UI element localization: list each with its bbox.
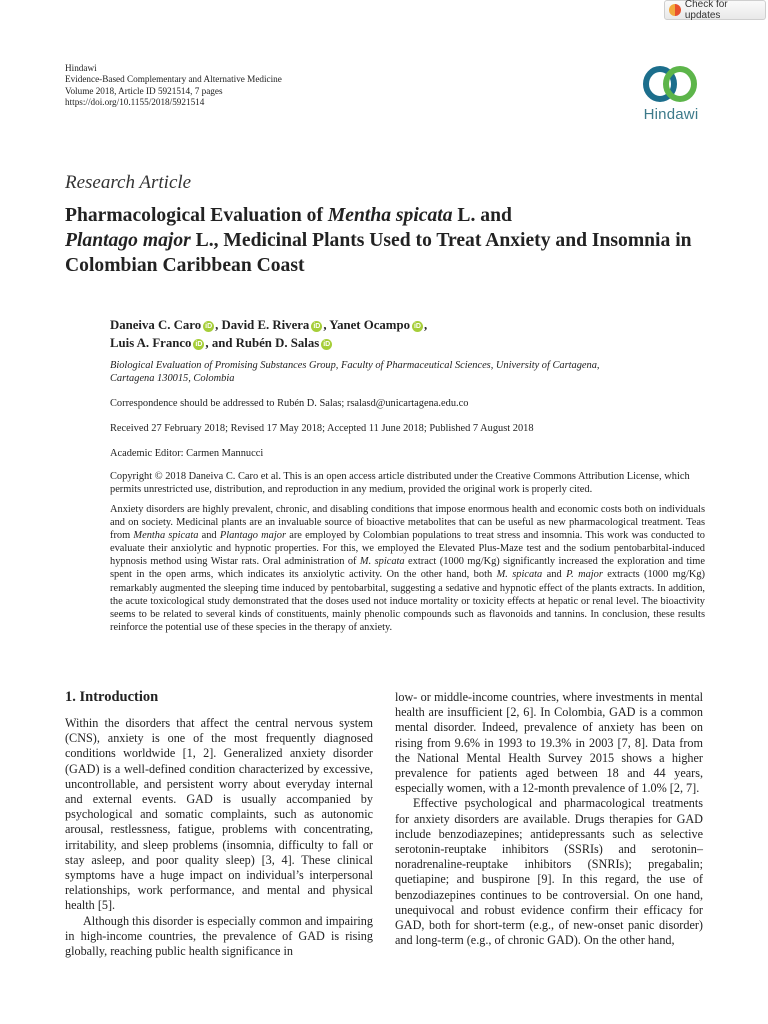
body-paragraph: Within the disorders that affect the central nervous system (CNS), anxiety is one of the most frequently diagnosed conditions worldwide [1, 2]. Generalized anxiety disorder (GAD) is a well-defined condition characterized by excessive, uncontrollable, and persistent worry about everyday internal and external events. GAD is usually accompanied by psychological and somatic complaints, such as autonomic arousal, restlessness, fatigue, problems with concentrating, irritability, and sleep problems (insomnia, difficulty to fall or stay asleep, and poor quality sleep) [3, 4]. These clinical symptoms have a huge impact on individual’s interpersonal relationships, work performance, and mental and physical health [5].	[65, 716, 373, 913]
left-column	[65, 716, 373, 959]
author-name[interactable]: David E. Rivera	[221, 318, 310, 332]
copyright-notice: Copyright © 2018 Daneiva C. Caro et al. This is an open access article distributed under the Creative Commons Attribution License, which permits unrestricted use, distribution, and reproduction in any medium, provided the original work is properly cited.	[110, 471, 690, 495]
check-for-updates-button[interactable]	[664, 0, 766, 20]
author-name[interactable]: Daneiva C. Caro	[110, 318, 202, 332]
article-title: Pharmacological Evaluation of Mentha spicata L. and Plantago major L., Medicinal Plants Used to Treat Anxiety and Insomnia in Colombian Caribbean Coast	[65, 205, 692, 276]
author-name[interactable]: Rubén D. Salas	[235, 336, 320, 350]
check-for-updates-label: Check for updates	[684, 0, 728, 21]
volume-info: Volume 2018, Article ID 5921514, 7 pages	[65, 85, 223, 96]
article-dates: Received 27 February 2018; Revised 17 May 2018; Accepted 11 June 2018; Published 7 August 2018	[110, 423, 534, 434]
body-paragraph: low- or middle-income countries, where investments in mental health are insufficient [2, 6]. In Colombia, GAD is a common mental disorder. Indeed, prevalence of anxiety has been on rising from 9.6% in 1993 to 19.3% in 2003 [7, 8]. Data from the National Mental Health Survey 2015 shows a higher prevalence for patients aged between 18 and 44 years, especially women, with a 12-month prevalence of 1.0% [2, 7].	[395, 690, 703, 796]
journal-name: Evidence-Based Complementary and Alternative Medicine	[65, 74, 282, 85]
orcid-icon[interactable]: iD	[413, 323, 421, 330]
correspondence: Correspondence should be addressed to Rubén D. Salas; rsalasd@unicartagena.edu.co	[110, 398, 469, 409]
hindawi-rings-icon	[640, 62, 702, 106]
hindawi-logo	[636, 62, 706, 123]
author-name[interactable]: Yanet Ocampo	[329, 318, 410, 332]
orcid-icon[interactable]: iD	[313, 323, 321, 330]
author-name[interactable]: Luis A. Franco	[110, 336, 192, 350]
article-type: Research Article	[65, 172, 192, 193]
orcid-icon[interactable]: iD	[195, 341, 203, 348]
section-heading: 1. Introduction	[65, 689, 159, 705]
update-badge-icon	[669, 4, 681, 16]
orcid-icon[interactable]: iD	[323, 341, 331, 348]
abstract: Anxiety disorders are highly prevalent, chronic, and disabling conditions that impose enormous health and economic costs both on individuals and on society. Medicinal plants are an invaluable source of bioactive metabolites that can be useful as new pharmacological treatment. Teas from Mentha spicata and Plantago major are employed by Colombian populations to treat stress and insomnia. This work was conducted to evaluate their anxiolytic and hypnotic properties. For this, we employed the Elevated Plus-Maze test and the sodium pentobarbital-induced hypnosis method using Wistar rats. Oral administration of M. spicata extract (1000 mg/Kg) significantly increased the exploration and time spent in the open arms, which indicates its anxiolytic activity. On the other hand, both M. spicata and P. major extracts (1000 mg/Kg) remarkably augmented the sleeping time induced by pentobarbital, suggesting a sedative and hypnotic effect of the plants extracts. In addition, the acute toxicological study demonstrated that the doses used not induce mortality or toxicity effects at hepatic or renal level. The bioactivity seems to be related to several kinds of constituents, mainly phenolic compounds such as flavonoids and tannins. In conclusion, these results reinforce the potential use of these species in the therapy of anxiety.	[110, 504, 705, 633]
body-paragraph: Although this disorder is especially common and impairing in high-income countries, the prevalence of GAD is rising globally, reaching public health significance in	[65, 913, 373, 959]
body-paragraph: Effective psychological and pharmacological treatments for anxiety disorders are available. Drugs therapies for GAD include benzodiazepines; antidepressants such as selective serotonin-reuptake inhibitors (SSRIs) and serotonin–noradrenaline-reuptake inhibitors (SNRIs); pregabalin; quetiapine; and buspirone [9]. In this regard, the use of benzodiazepines continues to be controversial. On one hand, unequivocal and robust evidence confirm their efficacy for GAD, both for short-term (e.g., of new-onset panic disorder) and long-term (e.g., of chronic GAD). On the other hand,	[395, 796, 703, 948]
academic-editor: Academic Editor: Carmen Mannucci	[110, 448, 264, 459]
affiliation: Biological Evaluation of Promising Substances Group, Faculty of Pharmaceutical Sciences, University of Cartagena, Cartagena 130015, Colombia	[110, 360, 600, 384]
orcid-icon[interactable]: iD	[205, 323, 213, 330]
logo-wordmark: Hindawi	[643, 106, 699, 123]
publisher-name: Hindawi	[65, 63, 97, 73]
doi-link[interactable]: https://doi.org/10.1155/2018/5921514	[65, 96, 205, 107]
right-column	[395, 690, 703, 948]
author-list: Daneiva C. Caro iD , David E. Rivera iD , Yanet Ocampo iD , Luis A. Franco iD , and Rubén D. Salas iD	[110, 318, 428, 350]
journal-meta	[65, 63, 282, 108]
